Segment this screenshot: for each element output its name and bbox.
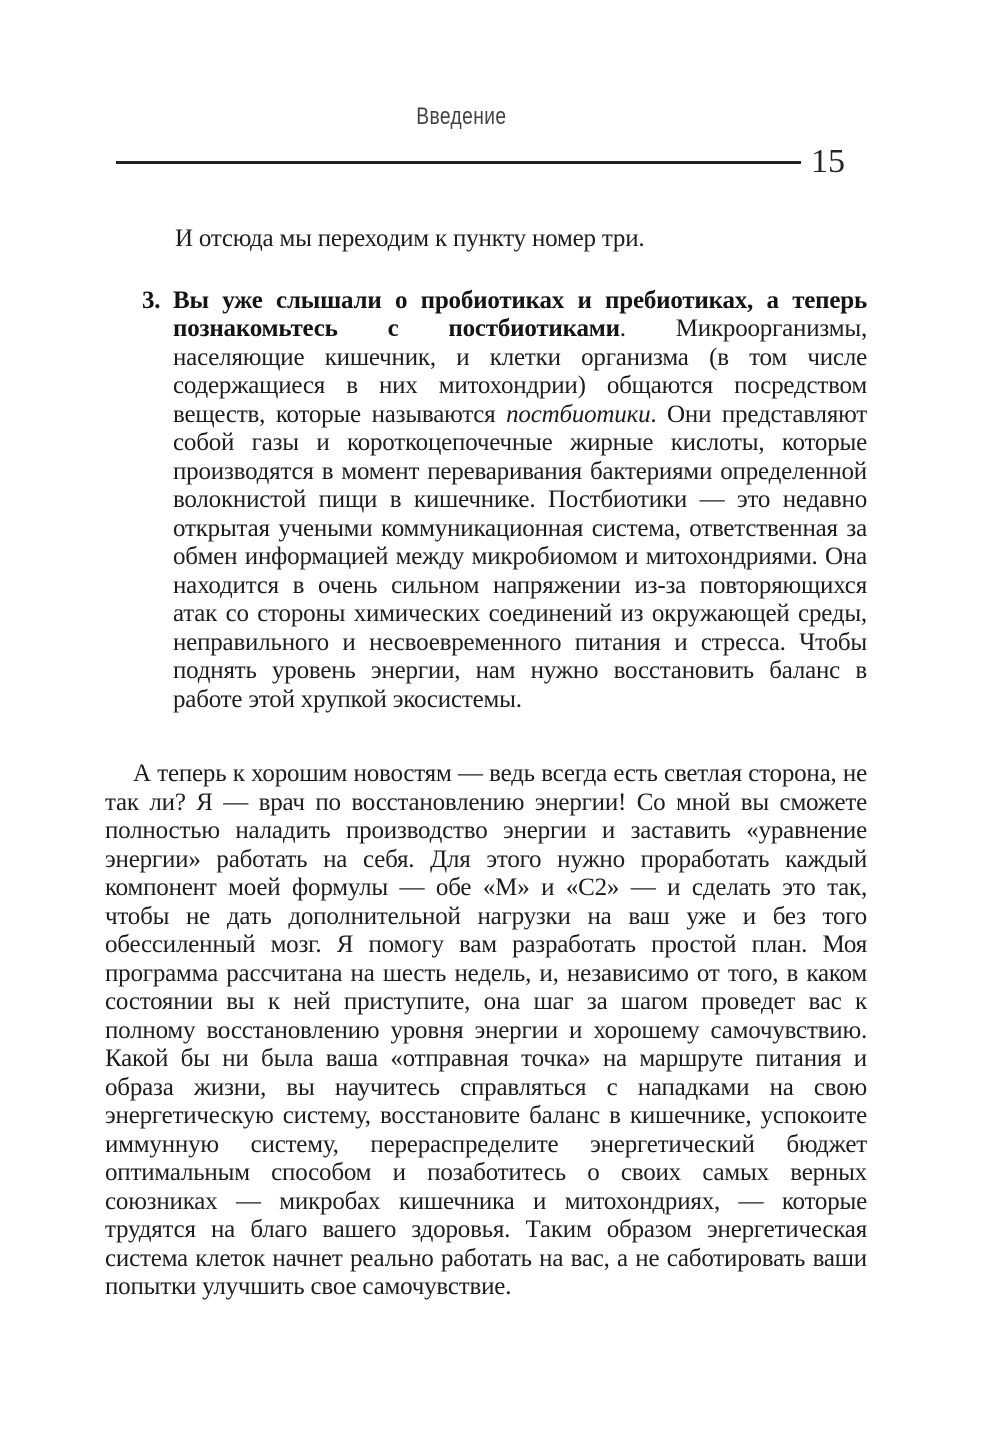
- page-header: [0, 0, 986, 179]
- list-item-italic-term: постбиотики: [506, 400, 651, 428]
- header-rule: [116, 161, 801, 164]
- running-head-row: [116, 102, 806, 132]
- list-item-text-after-italic: . Они представляют собой газы и короткоцепочечные жирные кислоты, которые производятся в момент переваривания бактериями определенной волокнистой пищи в кишечнике. Постбиотики — это недавно открытая учеными коммуникационная система, ответственная за обмен информацией между микробиомом и митохондриями. Она находится в очень сильном напряжении из-за повторяющихся атак со стороны химических соединений из окружающей среды, неправильного и несвоевременного питания и стресса. Чтобы поднять уровень энергии, нам нужно восстановить баланс в работе этой хрупкой экосистемы.: [173, 400, 867, 713]
- intro-paragraph: И отсюда мы переходим к пункту номер три.: [175, 225, 645, 252]
- closing-paragraph: А теперь к хорошим новостям — ведь всегда есть светлая сторона, не так ли? Я — врач по восстановлению энергии! Со мной вы сможете полностью наладить производство энергии и заставить «уравнение энергии» работать на себя. Для этого нужно проработать каждый компонент моей формулы — обе «М» и «С2» — и сделать это так, чтобы не дать дополнительной нагрузки на ваш уже и без того обессиленный мозг. Я помогу вам разработать простой план. Моя программа рассчитана на шесть недель, и, независимо от того, в каком состоянии вы к ней приступите, она шаг за шагом проведет вас к полному восстановлению уровня энергии и хорошему самочувствию. Какой бы ни была ваша «отправная точка» на маршруте питания и образа жизни, вы научитесь справляться с нападками на свою энергетическую систему, восстановите баланс в кишечнике, успокоите иммунную систему, перераспределите энергетический бюджет оптимальным способом и позаботитесь о своих самых верных союзниках — микробах кишечника и митохондриях, — которые трудятся на благо вашего здоровья. Таким образом энергетическая система клеток начнет реально работать на вас, а не саботировать ваши попытки улучшить свое самочувствие.: [105, 760, 867, 1300]
- list-item-text-after-bold: . Микроорганизмы, населяющие кишечник, и клетки организма (в том числе содержащиеся в них митохондрии) общаются посредством веществ, которые называются: [173, 315, 867, 428]
- list-item-bold-lead: Вы уже слышали о пробиотиках и пребиотиках, а теперь познакомьтесь с постбиотиками: [173, 286, 867, 342]
- page-body-text: [105, 225, 867, 1302]
- running-head-title: Введение: [415, 103, 507, 130]
- list-item-number: 3.: [142, 286, 161, 314]
- numbered-list-item-3: [105, 287, 867, 715]
- header-rule-row: [116, 145, 845, 179]
- page-number: 15: [811, 143, 845, 180]
- list-item-text: [173, 287, 867, 715]
